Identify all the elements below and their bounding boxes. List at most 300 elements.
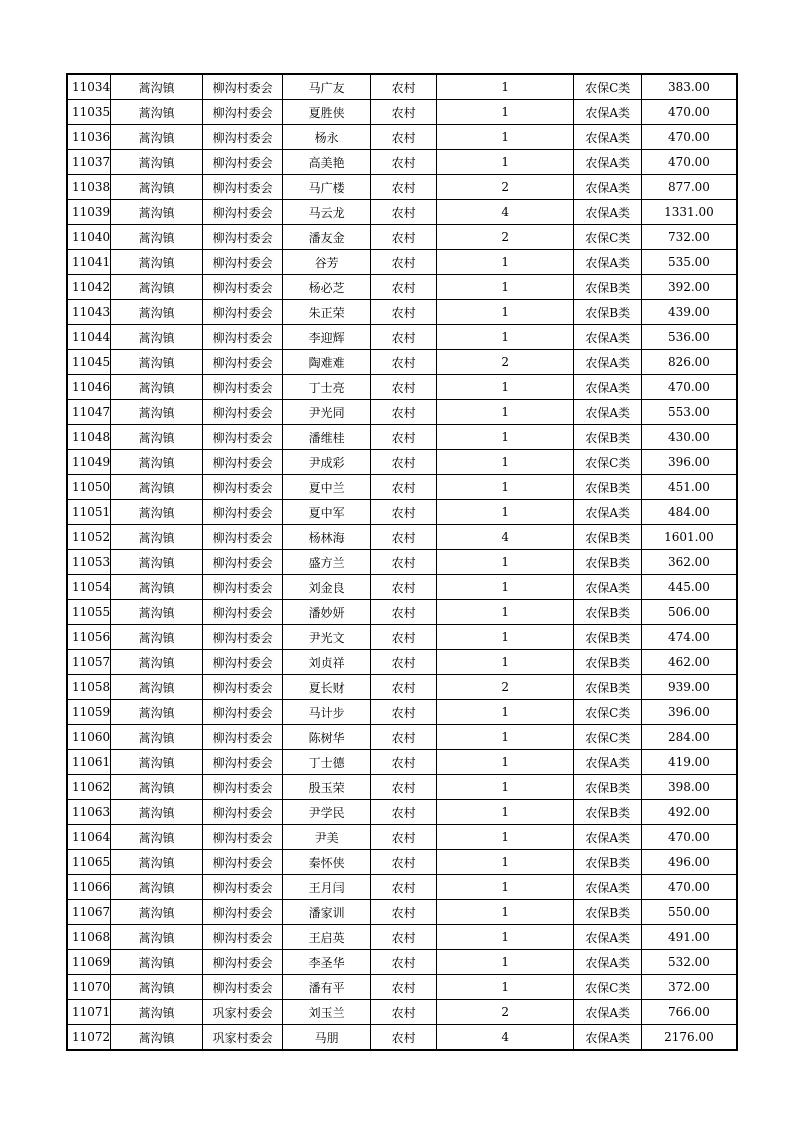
village-cell: 柳沟村委会: [203, 825, 283, 850]
amount-cell: 392.00: [642, 275, 737, 300]
town-cell: 蒿沟镇: [111, 275, 203, 300]
table-row: [67, 950, 737, 975]
town-cell: 蒿沟镇: [111, 1025, 203, 1051]
village-cell: 柳沟村委会: [203, 775, 283, 800]
town-cell: 蒿沟镇: [111, 125, 203, 150]
table-row: [67, 125, 737, 150]
table-row: [67, 725, 737, 750]
id-cell: 11052: [67, 525, 111, 550]
village-cell: 柳沟村委会: [203, 900, 283, 925]
name-cell: 刘玉兰: [283, 1000, 371, 1025]
name-cell: 潘维桂: [283, 425, 371, 450]
table-row: [67, 350, 737, 375]
name-cell: 夏长财: [283, 675, 371, 700]
household-count-cell: 1: [437, 450, 574, 475]
village-cell: 柳沟村委会: [203, 525, 283, 550]
household-count-cell: 2: [437, 175, 574, 200]
category-cell: 农保A类: [574, 925, 642, 950]
town-cell: 蒿沟镇: [111, 100, 203, 125]
category-cell: 农保A类: [574, 350, 642, 375]
name-cell: 朱正荣: [283, 300, 371, 325]
amount-cell: 1331.00: [642, 200, 737, 225]
area-type-cell: 农村: [371, 150, 437, 175]
amount-cell: 506.00: [642, 600, 737, 625]
town-cell: 蒿沟镇: [111, 525, 203, 550]
area-type-cell: 农村: [371, 600, 437, 625]
household-count-cell: 1: [437, 74, 574, 100]
table-row: [67, 625, 737, 650]
amount-cell: 451.00: [642, 475, 737, 500]
table-row: [67, 450, 737, 475]
table-row: [67, 500, 737, 525]
id-cell: 11071: [67, 1000, 111, 1025]
name-cell: 秦怀侠: [283, 850, 371, 875]
household-count-cell: 1: [437, 475, 574, 500]
category-cell: 农保B类: [574, 275, 642, 300]
village-cell: 柳沟村委会: [203, 575, 283, 600]
area-type-cell: 农村: [371, 325, 437, 350]
household-count-cell: 4: [437, 1025, 574, 1051]
table-row: [67, 700, 737, 725]
amount-cell: 362.00: [642, 550, 737, 575]
id-cell: 11057: [67, 650, 111, 675]
category-cell: 农保B类: [574, 800, 642, 825]
area-type-cell: 农村: [371, 225, 437, 250]
area-type-cell: 农村: [371, 700, 437, 725]
category-cell: 农保C类: [574, 975, 642, 1000]
amount-cell: 470.00: [642, 100, 737, 125]
amount-cell: 430.00: [642, 425, 737, 450]
village-cell: 柳沟村委会: [203, 74, 283, 100]
table-row: [67, 775, 737, 800]
amount-cell: 445.00: [642, 575, 737, 600]
id-cell: 11058: [67, 675, 111, 700]
area-type-cell: 农村: [371, 125, 437, 150]
category-cell: 农保C类: [574, 450, 642, 475]
village-cell: 柳沟村委会: [203, 275, 283, 300]
name-cell: 夏中军: [283, 500, 371, 525]
category-cell: 农保C类: [574, 725, 642, 750]
area-type-cell: 农村: [371, 875, 437, 900]
town-cell: 蒿沟镇: [111, 725, 203, 750]
name-cell: 陶难难: [283, 350, 371, 375]
household-count-cell: 1: [437, 100, 574, 125]
category-cell: 农保A类: [574, 250, 642, 275]
town-cell: 蒿沟镇: [111, 875, 203, 900]
area-type-cell: 农村: [371, 200, 437, 225]
category-cell: 农保B类: [574, 550, 642, 575]
amount-cell: 396.00: [642, 450, 737, 475]
amount-cell: 532.00: [642, 950, 737, 975]
town-cell: 蒿沟镇: [111, 150, 203, 175]
table-row: [67, 875, 737, 900]
town-cell: 蒿沟镇: [111, 200, 203, 225]
id-cell: 11041: [67, 250, 111, 275]
name-cell: 马广楼: [283, 175, 371, 200]
name-cell: 陈树华: [283, 725, 371, 750]
category-cell: 农保B类: [574, 600, 642, 625]
village-cell: 柳沟村委会: [203, 150, 283, 175]
category-cell: 农保B类: [574, 425, 642, 450]
amount-cell: 492.00: [642, 800, 737, 825]
id-cell: 11042: [67, 275, 111, 300]
village-cell: 巩家村委会: [203, 1000, 283, 1025]
town-cell: 蒿沟镇: [111, 800, 203, 825]
id-cell: 11062: [67, 775, 111, 800]
category-cell: 农保A类: [574, 325, 642, 350]
amount-cell: 553.00: [642, 400, 737, 425]
name-cell: 刘贞祥: [283, 650, 371, 675]
village-cell: 柳沟村委会: [203, 500, 283, 525]
category-cell: 农保B类: [574, 625, 642, 650]
category-cell: 农保A类: [574, 400, 642, 425]
area-type-cell: 农村: [371, 400, 437, 425]
household-count-cell: 1: [437, 250, 574, 275]
id-cell: 11045: [67, 350, 111, 375]
town-cell: 蒿沟镇: [111, 975, 203, 1000]
name-cell: 马计步: [283, 700, 371, 725]
category-cell: 农保A类: [574, 200, 642, 225]
area-type-cell: 农村: [371, 525, 437, 550]
category-cell: 农保A类: [574, 1000, 642, 1025]
category-cell: 农保B类: [574, 650, 642, 675]
amount-cell: 491.00: [642, 925, 737, 950]
household-count-cell: 1: [437, 550, 574, 575]
village-cell: 柳沟村委会: [203, 700, 283, 725]
village-cell: 柳沟村委会: [203, 550, 283, 575]
area-type-cell: 农村: [371, 450, 437, 475]
table-row: [67, 375, 737, 400]
table-row: [67, 225, 737, 250]
household-count-cell: 2: [437, 675, 574, 700]
household-count-cell: 2: [437, 225, 574, 250]
town-cell: 蒿沟镇: [111, 350, 203, 375]
amount-cell: 470.00: [642, 375, 737, 400]
household-count-cell: 1: [437, 375, 574, 400]
village-cell: 柳沟村委会: [203, 200, 283, 225]
village-cell: 柳沟村委会: [203, 175, 283, 200]
table-row: [67, 100, 737, 125]
amount-cell: 419.00: [642, 750, 737, 775]
household-count-cell: 1: [437, 825, 574, 850]
village-cell: 柳沟村委会: [203, 100, 283, 125]
area-type-cell: 农村: [371, 625, 437, 650]
table-row: [67, 575, 737, 600]
town-cell: 蒿沟镇: [111, 750, 203, 775]
name-cell: 刘金良: [283, 575, 371, 600]
area-type-cell: 农村: [371, 950, 437, 975]
amount-cell: 877.00: [642, 175, 737, 200]
category-cell: 农保A类: [574, 500, 642, 525]
household-count-cell: 1: [437, 125, 574, 150]
name-cell: 潘妙妍: [283, 600, 371, 625]
category-cell: 农保A类: [574, 150, 642, 175]
village-cell: 柳沟村委会: [203, 325, 283, 350]
household-count-cell: 1: [437, 950, 574, 975]
amount-cell: 484.00: [642, 500, 737, 525]
name-cell: 杨必芝: [283, 275, 371, 300]
category-cell: 农保A类: [574, 575, 642, 600]
name-cell: 夏胜侠: [283, 100, 371, 125]
town-cell: 蒿沟镇: [111, 450, 203, 475]
table-row: [67, 275, 737, 300]
table-row: [67, 900, 737, 925]
amount-cell: 470.00: [642, 875, 737, 900]
town-cell: 蒿沟镇: [111, 225, 203, 250]
amount-cell: 2176.00: [642, 1025, 737, 1051]
category-cell: 农保A类: [574, 1025, 642, 1051]
table-row: [67, 525, 737, 550]
table-row: [67, 175, 737, 200]
town-cell: 蒿沟镇: [111, 475, 203, 500]
table-row: [67, 1025, 737, 1051]
village-cell: 柳沟村委会: [203, 625, 283, 650]
household-count-cell: 1: [437, 500, 574, 525]
table-row: [67, 650, 737, 675]
household-count-cell: 1: [437, 425, 574, 450]
category-cell: 农保B类: [574, 300, 642, 325]
table-row: [67, 1000, 737, 1025]
amount-cell: 536.00: [642, 325, 737, 350]
name-cell: 潘友金: [283, 225, 371, 250]
area-type-cell: 农村: [371, 1025, 437, 1051]
category-cell: 农保A类: [574, 950, 642, 975]
data-table: [66, 73, 738, 1051]
id-cell: 11048: [67, 425, 111, 450]
name-cell: 马云龙: [283, 200, 371, 225]
id-cell: 11036: [67, 125, 111, 150]
village-cell: 柳沟村委会: [203, 925, 283, 950]
area-type-cell: 农村: [371, 925, 437, 950]
amount-cell: 474.00: [642, 625, 737, 650]
table-row: [67, 825, 737, 850]
area-type-cell: 农村: [371, 900, 437, 925]
table-row: [67, 74, 737, 100]
id-cell: 11063: [67, 800, 111, 825]
household-count-cell: 1: [437, 850, 574, 875]
category-cell: 农保C类: [574, 74, 642, 100]
town-cell: 蒿沟镇: [111, 74, 203, 100]
id-cell: 11068: [67, 925, 111, 950]
amount-cell: 470.00: [642, 125, 737, 150]
id-cell: 11040: [67, 225, 111, 250]
area-type-cell: 农村: [371, 250, 437, 275]
id-cell: 11070: [67, 975, 111, 1000]
area-type-cell: 农村: [371, 74, 437, 100]
area-type-cell: 农村: [371, 775, 437, 800]
town-cell: 蒿沟镇: [111, 900, 203, 925]
town-cell: 蒿沟镇: [111, 500, 203, 525]
category-cell: 农保A类: [574, 875, 642, 900]
household-count-cell: 2: [437, 350, 574, 375]
household-count-cell: 1: [437, 775, 574, 800]
village-cell: 柳沟村委会: [203, 400, 283, 425]
name-cell: 高美艳: [283, 150, 371, 175]
village-cell: 柳沟村委会: [203, 950, 283, 975]
village-cell: 柳沟村委会: [203, 450, 283, 475]
household-count-cell: 1: [437, 150, 574, 175]
amount-cell: 939.00: [642, 675, 737, 700]
id-cell: 11053: [67, 550, 111, 575]
id-cell: 11050: [67, 475, 111, 500]
household-count-cell: 4: [437, 200, 574, 225]
household-count-cell: 1: [437, 400, 574, 425]
id-cell: 11049: [67, 450, 111, 475]
area-type-cell: 农村: [371, 650, 437, 675]
category-cell: 农保A类: [574, 375, 642, 400]
table-row: [67, 600, 737, 625]
name-cell: 尹光文: [283, 625, 371, 650]
name-cell: 潘有平: [283, 975, 371, 1000]
table-row: [67, 750, 737, 775]
amount-cell: 398.00: [642, 775, 737, 800]
name-cell: 尹光同: [283, 400, 371, 425]
town-cell: 蒿沟镇: [111, 325, 203, 350]
town-cell: 蒿沟镇: [111, 675, 203, 700]
village-cell: 巩家村委会: [203, 1025, 283, 1051]
category-cell: 农保B类: [574, 850, 642, 875]
town-cell: 蒿沟镇: [111, 775, 203, 800]
household-count-cell: 1: [437, 875, 574, 900]
town-cell: 蒿沟镇: [111, 575, 203, 600]
amount-cell: 396.00: [642, 700, 737, 725]
area-type-cell: 农村: [371, 800, 437, 825]
village-cell: 柳沟村委会: [203, 600, 283, 625]
household-count-cell: 1: [437, 300, 574, 325]
name-cell: 谷芳: [283, 250, 371, 275]
category-cell: 农保C类: [574, 700, 642, 725]
id-cell: 11067: [67, 900, 111, 925]
area-type-cell: 农村: [371, 1000, 437, 1025]
table-row: [67, 400, 737, 425]
town-cell: 蒿沟镇: [111, 850, 203, 875]
id-cell: 11065: [67, 850, 111, 875]
town-cell: 蒿沟镇: [111, 700, 203, 725]
id-cell: 11061: [67, 750, 111, 775]
category-cell: 农保A类: [574, 125, 642, 150]
town-cell: 蒿沟镇: [111, 250, 203, 275]
name-cell: 李迎辉: [283, 325, 371, 350]
household-count-cell: 1: [437, 800, 574, 825]
area-type-cell: 农村: [371, 500, 437, 525]
area-type-cell: 农村: [371, 850, 437, 875]
area-type-cell: 农村: [371, 750, 437, 775]
town-cell: 蒿沟镇: [111, 925, 203, 950]
town-cell: 蒿沟镇: [111, 600, 203, 625]
category-cell: 农保A类: [574, 100, 642, 125]
village-cell: 柳沟村委会: [203, 675, 283, 700]
table-row: [67, 325, 737, 350]
category-cell: 农保A类: [574, 825, 642, 850]
table-row: [67, 150, 737, 175]
table-row: [67, 850, 737, 875]
name-cell: 尹学民: [283, 800, 371, 825]
area-type-cell: 农村: [371, 375, 437, 400]
category-cell: 农保A类: [574, 175, 642, 200]
household-count-cell: 4: [437, 525, 574, 550]
town-cell: 蒿沟镇: [111, 550, 203, 575]
village-cell: 柳沟村委会: [203, 875, 283, 900]
village-cell: 柳沟村委会: [203, 850, 283, 875]
name-cell: 尹美: [283, 825, 371, 850]
area-type-cell: 农村: [371, 825, 437, 850]
household-count-cell: 1: [437, 750, 574, 775]
village-cell: 柳沟村委会: [203, 375, 283, 400]
area-type-cell: 农村: [371, 475, 437, 500]
household-count-cell: 1: [437, 925, 574, 950]
id-cell: 11039: [67, 200, 111, 225]
name-cell: 杨永: [283, 125, 371, 150]
amount-cell: 1601.00: [642, 525, 737, 550]
name-cell: 李圣华: [283, 950, 371, 975]
id-cell: 11038: [67, 175, 111, 200]
area-type-cell: 农村: [371, 725, 437, 750]
area-type-cell: 农村: [371, 550, 437, 575]
village-cell: 柳沟村委会: [203, 750, 283, 775]
village-cell: 柳沟村委会: [203, 475, 283, 500]
table-body: [67, 74, 737, 1050]
household-count-cell: 1: [437, 575, 574, 600]
amount-cell: 732.00: [642, 225, 737, 250]
amount-cell: 462.00: [642, 650, 737, 675]
id-cell: 11055: [67, 600, 111, 625]
village-cell: 柳沟村委会: [203, 800, 283, 825]
id-cell: 11054: [67, 575, 111, 600]
amount-cell: 826.00: [642, 350, 737, 375]
table-row: [67, 300, 737, 325]
household-count-cell: 1: [437, 650, 574, 675]
id-cell: 11064: [67, 825, 111, 850]
id-cell: 11056: [67, 625, 111, 650]
id-cell: 11035: [67, 100, 111, 125]
town-cell: 蒿沟镇: [111, 175, 203, 200]
id-cell: 11047: [67, 400, 111, 425]
household-count-cell: 2: [437, 1000, 574, 1025]
town-cell: 蒿沟镇: [111, 375, 203, 400]
id-cell: 11060: [67, 725, 111, 750]
name-cell: 王月闫: [283, 875, 371, 900]
id-cell: 11072: [67, 1025, 111, 1051]
household-count-cell: 1: [437, 600, 574, 625]
village-cell: 柳沟村委会: [203, 125, 283, 150]
amount-cell: 496.00: [642, 850, 737, 875]
table-row: [67, 800, 737, 825]
area-type-cell: 农村: [371, 975, 437, 1000]
name-cell: 丁士亮: [283, 375, 371, 400]
table-row: [67, 550, 737, 575]
area-type-cell: 农村: [371, 425, 437, 450]
town-cell: 蒿沟镇: [111, 650, 203, 675]
name-cell: 殷玉荣: [283, 775, 371, 800]
village-cell: 柳沟村委会: [203, 350, 283, 375]
name-cell: 杨林海: [283, 525, 371, 550]
table-row: [67, 675, 737, 700]
area-type-cell: 农村: [371, 675, 437, 700]
category-cell: 农保A类: [574, 750, 642, 775]
household-count-cell: 1: [437, 325, 574, 350]
table-row: [67, 425, 737, 450]
area-type-cell: 农村: [371, 575, 437, 600]
area-type-cell: 农村: [371, 350, 437, 375]
amount-cell: 470.00: [642, 825, 737, 850]
household-count-cell: 1: [437, 700, 574, 725]
id-cell: 11046: [67, 375, 111, 400]
table-row: [67, 925, 737, 950]
amount-cell: 535.00: [642, 250, 737, 275]
name-cell: 尹成彩: [283, 450, 371, 475]
town-cell: 蒿沟镇: [111, 625, 203, 650]
name-cell: 潘家训: [283, 900, 371, 925]
